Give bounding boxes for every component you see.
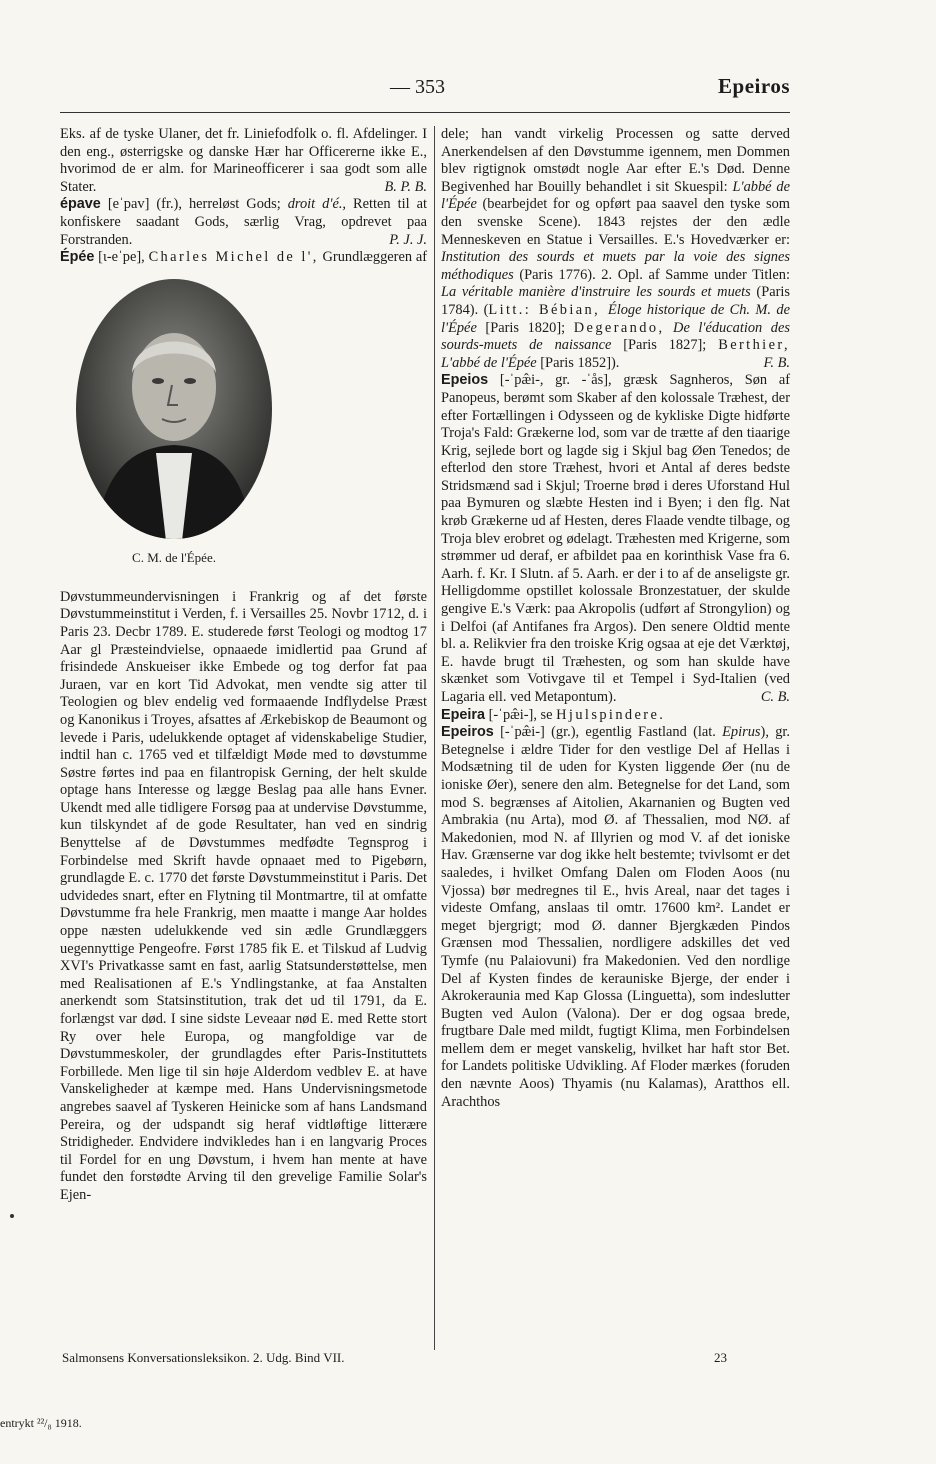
author-signature: P. J. J. xyxy=(389,231,427,248)
header-rule xyxy=(60,112,790,113)
cross-reference: Hjulspindere. xyxy=(556,706,666,723)
entry-pronunciation: [ɩ-eˈpe], xyxy=(94,249,149,266)
entry-text: (bearbejdet for og opført paa saavel den tyske som den svenske Scene). 1843 rejstes der den ædle Menneskeven en Statue i Versailles. E.'s Hovedværker er: xyxy=(441,196,790,248)
entry-headword: Epeios xyxy=(441,372,489,389)
author-signature: B. P. B. xyxy=(384,178,427,195)
entry-epeios-hero xyxy=(441,372,790,706)
author-name: Berthier, xyxy=(718,337,790,354)
work-title: Éloge historique de Ch. M. de l'Épée xyxy=(441,301,791,336)
portrait-figure xyxy=(60,267,288,587)
entry-italic: Epirus xyxy=(722,724,761,741)
printer-mark: entrykt ²²/₈ 1918. xyxy=(0,1416,82,1430)
page-header xyxy=(60,72,790,108)
entry-epave xyxy=(60,196,427,249)
signature-mark: 23 xyxy=(714,1350,727,1365)
entry-text: [Paris 1820]; xyxy=(476,319,574,336)
entry-continuation xyxy=(60,126,427,196)
entry-headword: épave xyxy=(60,196,101,213)
work-title: L'abbé de l'Épée xyxy=(441,354,537,371)
entry-text: [Paris 1827]; xyxy=(611,337,719,354)
publication-footer: Salmonsens Konversationsleksikon. 2. Udg. Bind VII. xyxy=(62,1350,345,1365)
work-title: L'abbé de l'Épée xyxy=(441,178,790,213)
stray-dot xyxy=(10,1214,14,1218)
entry-text: [-ˈpæ̂i-] (gr.), egentlig Fastland (lat. xyxy=(493,724,723,741)
running-head: Epeiros xyxy=(718,74,790,98)
entry-text: dele; han vandt virkelig Processen og satte derved Anerkendelsen af den Døvstumme igennem, men Dommen blev rigtignok omstødt nogle Aar efter E.'s Død. Denne Begivenhed har Bouilly behandlet i sit Skuespil: xyxy=(441,126,790,195)
entry-epeiros xyxy=(441,724,790,1111)
column-divider xyxy=(434,126,435,1350)
entry-text: [-ˈpæ̂i-], se xyxy=(485,706,557,723)
work-title: De l'éducation des sourds-muets de naissance xyxy=(441,319,790,354)
entry-epee xyxy=(60,249,427,1204)
entry-epeira xyxy=(441,707,790,725)
entry-text: (Paris 1784). ( xyxy=(441,284,791,318)
person-name: Charles Michel de l', xyxy=(148,249,319,266)
entry-text: (Paris 1776). 2. Opl. af Samme under Titlen: xyxy=(513,266,790,283)
entry-text: Retten til at konfiskere saadant Gods, særlig Vrag, opdrevet paa Forstranden. xyxy=(60,196,428,248)
entry-headword: Epeiros xyxy=(441,724,494,741)
entry-italic: droit d'é., xyxy=(287,196,347,213)
portrait-image xyxy=(74,277,274,541)
author-signature: F. B. xyxy=(763,354,790,371)
entry-headword: Epeira xyxy=(441,706,485,723)
right-column xyxy=(441,126,790,1111)
entry-headword: Épée xyxy=(60,249,95,266)
entry-text: [-ˈpæ̂i-, gr. -ˈås], græsk Sagnheros, Søn af Panopeus, berømt som Skaber af den kolossale Træhest, der efter Fortællingen i Odysseen og de kykliske Digte hidførte Troja's Fald: Grækerne lod, som var de trætte af den tiaarige Krig, sejlede bort og lagde sig i Skjul bag Øen Tenedos; de efterlod den store Træhest, hvori et Antal af deres bedste Stridsmænd sad i Skjul; Troerne brød i deres Uforstand Hul paa Bymuren og slæbte Hesten ind i Byen; i den flg. Nat krøb Grækerne ud af Hesten, deres Flaade vendte tilbage, og Troja blev erobret og ødelagt. Træhesten med Krigerne, som strømmer ud deraf, er afbildet paa en korinthisk Vase fra 6. Aarh. f. Kr. I Slutn. af 5. Aarh. er der i to af de anseligste gr. Helligdomme opstillet kolossale Bronzestatuer, der skulde gengive E.'s Værk: paa Akropolis (udført af Strongylion) og i Delfoi (af Antifanes fra Argos). Den senere Oldtid mente bl. a. Relikvier fra den troiske Krig ogsaa at eje det Værktøj, E. havde brugt til Træhesten, og som han skulde have skænket som Votivgave til et Tempel i Syd-Italien (ved Lagaria ell. ved Metapontum). xyxy=(441,372,790,705)
entry-continuation-text: Eks. af de tyske Ulaner, det fr. Liniefodfolk o. fl. Afdelinger. I den eng., østerrigske og danske Hær har Officererne ikke E., hvorimod de er alm. for Marineofficerer i saa godt som alle Stater. xyxy=(60,126,427,195)
work-title: La véritable manière d'instruire les sourds et muets xyxy=(441,284,751,301)
page-number: — 353 xyxy=(390,76,445,98)
entry-text: [Paris 1852]). xyxy=(536,354,620,371)
author-name: Bébian, xyxy=(531,301,608,318)
work-title: Institution des sourds et muets par la voie des signes méthodiques xyxy=(441,249,790,283)
author-name: Degerando, xyxy=(573,319,665,336)
entry-text: [eˈpav] (fr.), herreløst Gods; xyxy=(100,196,288,213)
entry-text: ), gr. Betegnelse i ældre Tider for den vestlige Del af Hellas i Modsætning til de uden for Kysten liggende Øer (nu de ioniske Øer), senere den alm. Betegnelse for det Land, som mod S. begrænses af Aitolien, Akarnanien og Bugten ved Ambrakia (nu Arta), mod Ø. af Thessalien, mod NØ. af Makedonien, mod N. af Illyrien og mod V. af det ioniske Hav. Grænserne var dog ikke helt bestemte; tvivlsomt er det saaledes, i hvilket Omfang Dalen om Floden Aoos (nu Vjossa) bør medregnes til E., hvis Areal, naar det tages i videste Omfang, anslaas til omtr. 17600 km². Landet er meget bjergrigt; mod Ø. danner Bjergkæden Pindos Grænsen mod Thessalien, nordligere adskilles det ved Tymfe (nu Palaiovuni) fra Makedonien. Ved den nordlige Del af Kysten findes de kerauniske Bjerge, der ender i Akrokeraunia med Kap Glossa (Linguetta), som indeslutter Bugten ved Aulon (Valona). Der er dog ogsaa brede, frugtbare Dale med mildt, fugtigt Klima, men Forbindelsen mellem dem er meget vanskelig, hvilket har haft stor Bet. for Landets politiske Udvikling. Af Floder mærkes (foruden den nævnte Aoos) Thyamis (nu Kalamas), Aratthos ell. Arachthos xyxy=(441,724,790,1110)
portrait-caption: C. M. de l'Épée. xyxy=(132,549,216,565)
entry-epee-continued xyxy=(441,126,790,372)
literature-label: Litt.: xyxy=(488,301,532,318)
left-column xyxy=(60,126,427,1205)
entry-lead-text: Grundlæggeren af Døvstummeundervisningen i Frankrig og af det første Døvstummeinstitut i Verden, f. i Versailles 25. Novbr 1712, d. i Paris 23. Decbr 1789. E. studerede først Teologi og modtog 17 Aar gl Præsteindvielse, opnaaede imidlertid paa Grund af frisindede Anskueiser ikke Embede og tog derfor fat paa Juraen, var en kort Tid Advokat, men vendte sig atter til Teologien og blev endelig ved formaaende Indflydelse Præst og Kanonikus i Troyes, afsattes af Ærkebiskop de Beaumont og levede i Paris, udelukkende optaget af videnskabelige Studier, indtil han c. 1765 ved et tilfældigt Møde med to døvstumme Søstre førtes ind paa en filantropisk Gerning, der helt skulde optage hans Interesse og lægge Beslag paa alle hans Evner. Ukendt med alle tidligere Forsøg paa at undervise Døvstumme, kun tilskyndet af de gode Resultater, han ved en sindrig Benyttelse af de Døvstummes medfødte Tegnsprog i Forbindelse med Skrift havde opnaaet med to Pigebørn, grundlagde E. c. 1770 det første Døvstummeinstitut i Paris. Det udvidedes snart, efter en Flytning til Montmartre, til at omfatte Døvstumme fra hele Frankrig, men maatte i mange Aar holdes oppe næsten udelukkende ved sin ædle Grundlæggers uegennyttige Pengeofre. Først 1785 fik E. et Tilskud af Ludvig XVI's Privatkasse samt en fast, aarlig Statsunderstøttelse, men med Realisationen af E.'s Yndlingstanke, at faa Anstalten anerkendt som Statsinstitution, trak det ud til 1791, da E. forlængst var død. I sine sidste Leveaar nød E. med Rette stort Ry over hele Europa, og mangfoldige var de Døvstummeskoler, der grundlagdes efter Paris-Instituttets Forbillede. Men lige til sin høje Alderdom vedblev E. at have Vanskeligheder at kæmpe med. Hans Undervisningsmetode angrebes saavel af Tyskeren Heinicke som af hans Landsmand Pereira, og der udspandt sig heraf vidtløftige litterære Stridigheder. Endvidere indvikledes han i en langvarig Proces til Fordel for en ung Døvstum, i hvem han mente at have fundet den forstødte Arving til den grevelige Familie Solar's Ejen- xyxy=(60,249,427,1203)
author-signature: C. B. xyxy=(760,689,790,705)
